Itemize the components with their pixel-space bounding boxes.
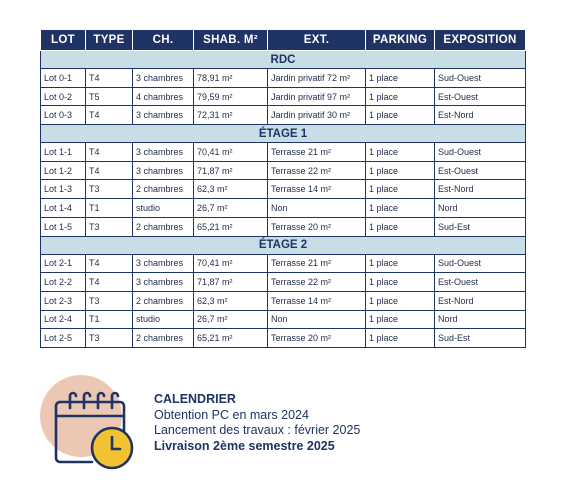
cell-parking: 1 place [366,69,435,88]
lots-table [40,29,526,348]
cell-exposition: Sud-Est [435,329,526,348]
cell-type: T4 [86,106,133,125]
cell-surface: 78,91 m² [194,69,268,88]
cell-surface: 71,87 m² [194,161,268,180]
cell-lot: Lot 2-4 [41,310,86,329]
column-header-exposition: EXPOSITION [435,30,526,51]
cell-type: T4 [86,69,133,88]
cell-surface: 26,7 m² [194,310,268,329]
column-header-lot: LOT [41,30,86,51]
cell-surface: 62,3 m² [194,291,268,310]
cell-surface: 26,7 m² [194,199,268,218]
cell-surface: 79,59 m² [194,87,268,106]
table-row [41,291,526,310]
table-row [41,199,526,218]
cell-parking: 1 place [366,329,435,348]
calendar-title: CALENDRIER [154,392,236,406]
table-row [41,87,526,106]
cell-exterieur: Non [268,310,366,329]
table-row [41,106,526,125]
cell-chambres: 2 chambres [133,329,194,348]
cell-surface: 71,87 m² [194,273,268,292]
table-row [41,273,526,292]
cell-lot: Lot 1-5 [41,217,86,236]
cell-exterieur: Jardin privatif 72 m² [268,69,366,88]
cell-exposition: Sud-Est [435,217,526,236]
cell-exterieur: Jardin privatif 30 m² [268,106,366,125]
cell-exposition: Est-Ouest [435,161,526,180]
cell-type: T4 [86,161,133,180]
table-header-row [41,30,526,51]
section-title: ÉTAGE 2 [41,236,526,254]
cell-chambres: 3 chambres [133,69,194,88]
table-row [41,217,526,236]
cell-exterieur: Terrasse 22 m² [268,273,366,292]
cell-type: T3 [86,329,133,348]
cell-exposition: Sud-Ouest [435,69,526,88]
cell-exposition: Sud-Ouest [435,143,526,162]
cell-lot: Lot 1-4 [41,199,86,218]
cell-parking: 1 place [366,180,435,199]
cell-parking: 1 place [366,87,435,106]
cell-exterieur: Non [268,199,366,218]
cell-exterieur: Terrasse 14 m² [268,291,366,310]
calendar-text [154,392,534,454]
cell-type: T1 [86,310,133,329]
cell-exterieur: Terrasse 21 m² [268,254,366,273]
cell-parking: 1 place [366,310,435,329]
section-row [41,51,526,69]
calendar-delivery: Livraison 2ème semestre 2025 [154,438,335,453]
table-row [41,161,526,180]
cell-chambres: 3 chambres [133,143,194,162]
cell-exposition: Est-Nord [435,180,526,199]
cell-surface: 70,41 m² [194,143,268,162]
cell-chambres: 3 chambres [133,273,194,292]
cell-surface: 62,3 m² [194,180,268,199]
cell-exposition: Sud-Ouest [435,254,526,273]
calendar-section [0,370,565,480]
cell-type: T3 [86,217,133,236]
cell-exposition: Nord [435,310,526,329]
column-header-ch: CH. [133,30,194,51]
cell-chambres: 3 chambres [133,254,194,273]
table-row [41,143,526,162]
cell-surface: 65,21 m² [194,217,268,236]
cell-lot: Lot 1-3 [41,180,86,199]
table-row [41,329,526,348]
cell-chambres: studio [133,199,194,218]
cell-exposition: Est-Ouest [435,273,526,292]
section-row [41,125,526,143]
table-row [41,310,526,329]
cell-lot: Lot 2-3 [41,291,86,310]
cell-lot: Lot 1-1 [41,143,86,162]
column-header-parking: PARKING [366,30,435,51]
cell-exterieur: Terrasse 22 m² [268,161,366,180]
table-row [41,180,526,199]
cell-type: T3 [86,291,133,310]
cell-exterieur: Terrasse 20 m² [268,217,366,236]
cell-chambres: 3 chambres [133,106,194,125]
calendar-line: Obtention PC en mars 2024 [154,407,309,422]
cell-parking: 1 place [366,291,435,310]
cell-exterieur: Terrasse 14 m² [268,180,366,199]
cell-exposition: Nord [435,199,526,218]
cell-lot: Lot 0-1 [41,69,86,88]
calendar-line: Lancement des travaux : février 2025 [154,423,361,437]
cell-type: T5 [86,87,133,106]
column-header-shab: SHAB. M² [194,30,268,51]
calendar-clock-icon [48,380,138,480]
cell-surface: 65,21 m² [194,329,268,348]
column-header-ext: EXT. [268,30,366,51]
cell-lot: Lot 2-2 [41,273,86,292]
cell-type: T4 [86,254,133,273]
cell-parking: 1 place [366,217,435,236]
cell-lot: Lot 1-2 [41,161,86,180]
cell-exposition: Est-Nord [435,106,526,125]
cell-exposition: Est-Nord [435,291,526,310]
cell-chambres: 3 chambres [133,161,194,180]
cell-parking: 1 place [366,143,435,162]
cell-lot: Lot 2-5 [41,329,86,348]
cell-lot: Lot 2-1 [41,254,86,273]
cell-type: T4 [86,273,133,292]
cell-surface: 72,31 m² [194,106,268,125]
cell-exterieur: Terrasse 21 m² [268,143,366,162]
section-title: RDC [41,51,526,69]
cell-surface: 70,41 m² [194,254,268,273]
section-row [41,236,526,254]
cell-exterieur: Jardin privatif 97 m² [268,87,366,106]
cell-lot: Lot 0-2 [41,87,86,106]
cell-chambres: studio [133,310,194,329]
column-header-type: TYPE [86,30,133,51]
cell-parking: 1 place [366,254,435,273]
cell-chambres: 2 chambres [133,291,194,310]
cell-type: T3 [86,180,133,199]
cell-lot: Lot 0-3 [41,106,86,125]
cell-chambres: 4 chambres [133,87,194,106]
table-row [41,254,526,273]
cell-type: T1 [86,199,133,218]
table-row [41,69,526,88]
cell-chambres: 2 chambres [133,180,194,199]
cell-parking: 1 place [366,161,435,180]
cell-exposition: Est-Ouest [435,87,526,106]
cell-parking: 1 place [366,199,435,218]
cell-exterieur: Terrasse 20 m² [268,329,366,348]
cell-chambres: 2 chambres [133,217,194,236]
cell-type: T4 [86,143,133,162]
section-title: ÉTAGE 1 [41,125,526,143]
cell-parking: 1 place [366,273,435,292]
cell-parking: 1 place [366,106,435,125]
